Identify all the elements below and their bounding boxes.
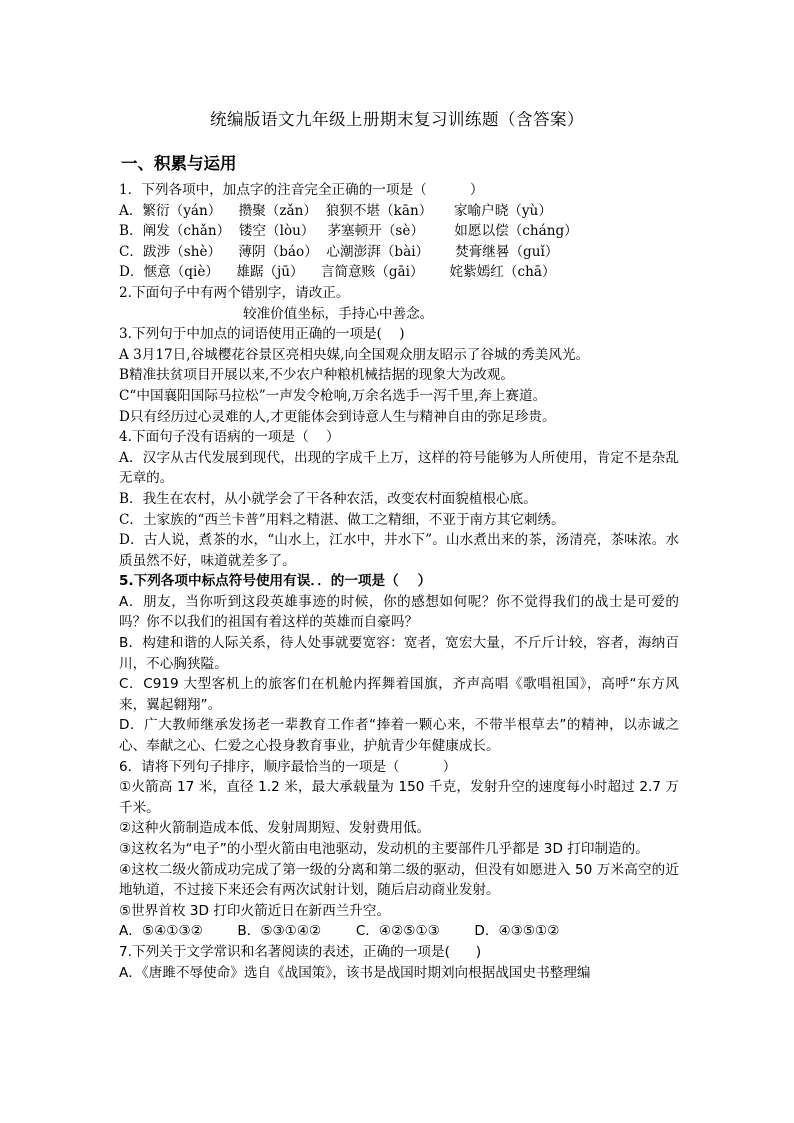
question-3-option-a: A 3月17日,谷城樱花谷景区亮相央媒,向全国观众朋友昭示了谷城的秀美风光。 (119, 346, 590, 363)
question-5-stem: 5.下列各项中标点符号使用有误．．的一项是（ ） (119, 573, 432, 590)
question-6-sentence-2: ②这种火箭制造成本低、发射周期短、发射费用低。 (119, 820, 431, 837)
question-1-stem: 1．下列各项中，加点字的注音完全正确的一项是（ ） (119, 182, 484, 198)
question-1-option-c: C．跋涉（shè） 薄阴（báo） 心潮澎湃（bài） 焚膏继晷（guǐ） (119, 243, 559, 260)
question-2-sentence: 较准价值坐标，手持心中善念。 (243, 305, 434, 322)
question-3-option-b: B精准扶贫项目开展以来,不少农户种粮机械拮据的现象大为改观。 (119, 367, 514, 384)
question-content (119, 180, 679, 983)
question-1-option-b: B．阐发（chǎn） 镂空（lòu） 茅塞顿开（sè） 如愿以偿（cháng） (119, 223, 578, 240)
question-5-option-d: D．广大教师继承发扬老一辈教育工作者“捧着一颗心来，不带半根草去”的精神，以赤诚之心、奉献之心、仁爱之心投身教育事业，护航青少年健康成长。 (119, 717, 679, 755)
question-5-option-b: B．构建和谐的人际关系，待人处事就要宽容：宽者，宽宏大量，不斤斤计较，容者，海纳百川，不心胸狭隘。 (119, 635, 679, 672)
question-4-stem: 4.下面句子没有语病的一项是（ ） (119, 429, 340, 446)
question-1-option-d: D．惬意（qiè） 雄踞（jū） 言简意赅（gāi） 姹紫嫣红（chā） (119, 264, 556, 281)
question-1-option-a: A．繁衍（yán） 攒聚（zǎn） 狼狈不堪（kān） 家喻户晓（yù） (119, 202, 552, 219)
question-6-sentence-4: ④这枚二级火箭成功完成了第一级的分离和第二级的驱动，但没有如愿进入 50 万米高空的近地轨道，不过接下来还会有两次试射计划，随后启动商业发射。 (119, 861, 679, 899)
question-6-sentence-1: ①火箭高 17 米，直径 1.2 米，最大承载量为 150 千克，发射升空的速度每小时超过 2.7 万千米。 (119, 779, 679, 816)
question-6-stem: 6．请将下列句子排序，顺序最恰当的一项是（ ） (119, 758, 457, 775)
question-5-option-c: C．C919 大型客机上的旅客们在机舱内挥舞着国旗，齐声高唱《歌唱祖国》，高呼“东方风来，翼起翱翔”。 (119, 676, 679, 713)
question-7-option-a: A．《唐雎不辱使命》选自《战国策》，该书是战国时期刘向根据战国史书整理编 (119, 964, 591, 981)
section-heading: 一、积累与运用 (121, 154, 237, 173)
question-3-option-d: D只有经历过心灵难的人,才更能体会到诗意人生与精神自由的弥足珍贵。 (119, 408, 556, 425)
question-6-sentence-5: ⑤世界首枚 3D 打印火箭近日在新西兰升空。 (119, 902, 391, 919)
page-title: 统编版语文九年级上册期末复习训练题（含答案） (210, 110, 584, 129)
question-6-options: A．⑤④①③② B．⑤③①④② C．④②⑤①③ D．④③⑤①② (119, 923, 560, 940)
question-3-stem: 3.下列句于中加点的词语使用正确的一项是( ) (119, 326, 405, 343)
question-4-option-a: A．汉字从古代发展到现代，出现的字成千上万，这样的符号能够为人所使用，肯定不是杂乱无章的。 (119, 449, 679, 487)
question-7-stem: 7.下列关于文学常识和名著阅读的表述，正确的一项是( ) (119, 943, 482, 960)
question-6-sentence-3: ③这枚名为“电子”的小型火箭由电池驱动，发动机的主要部件几乎都是 3D 打印制造的。 (119, 841, 649, 857)
question-4-option-c: C．土家族的“西兰卡普”用料之精湛、做工之精细，不亚于南方其它刺绣。 (119, 511, 565, 528)
question-4-option-b: B．我生在农村，从小就学会了干各种农活，改变农村面貌植根心底。 (119, 490, 537, 507)
question-2-stem: 2.下面句子中有两个错别字，请改正。 (119, 284, 350, 301)
question-5-option-a: A．朋友，当你听到这段英雄事迹的时候，你的感想如何呢？你不觉得我们的战士是可爱的吗？你不以我们的祖国有着这样的英雄而自豪吗？ (119, 593, 679, 631)
question-4-option-d: D．古人说，煮茶的水，“山水上，江水中，井水下”。山水煮出来的茶，汤清亮，茶味浓。水质虽然不好，味道就差多了。 (119, 532, 679, 569)
question-3-option-c: C“中国襄阳国际马拉松”一声发令枪响,万余名选手一泻千里,奔上赛道。 (119, 387, 547, 404)
